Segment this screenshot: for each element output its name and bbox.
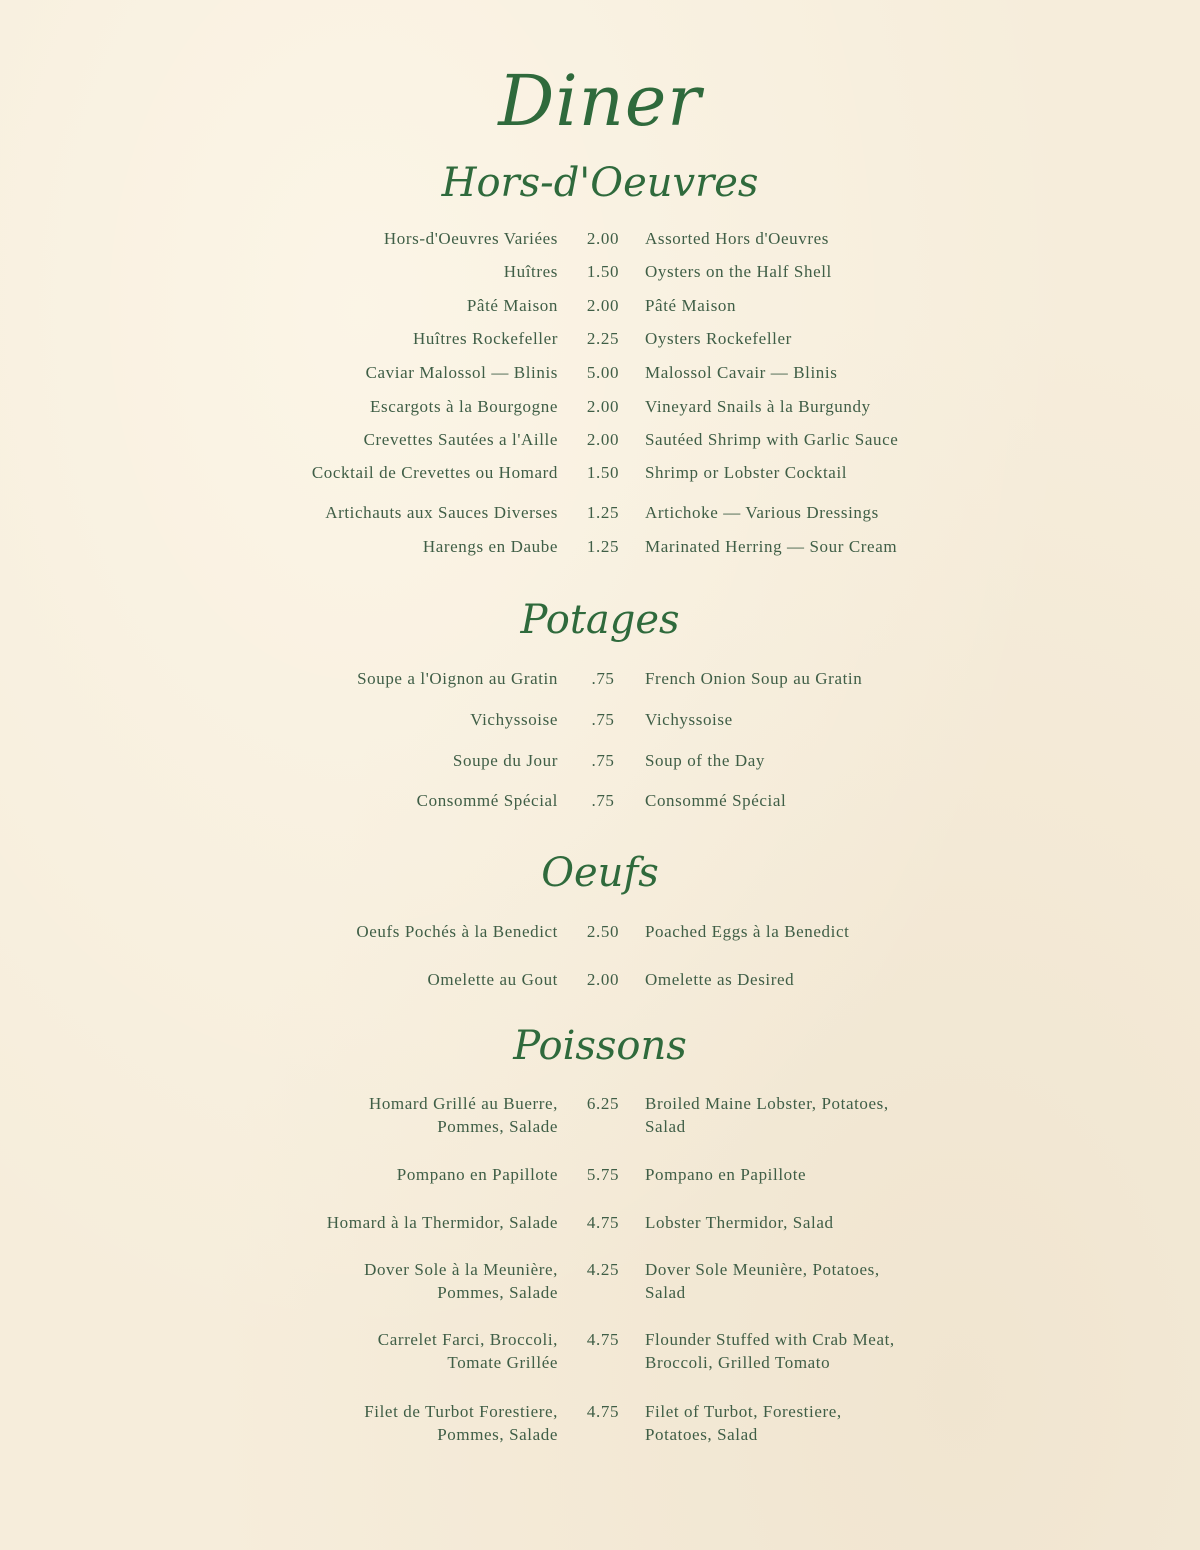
item-price: 4.25 xyxy=(586,1260,620,1279)
item-english-name-line2: Potatoes, Salad xyxy=(645,1425,758,1444)
item-french-name: Vichyssoise xyxy=(470,710,558,729)
item-price: 2.00 xyxy=(586,397,620,416)
item-price: .75 xyxy=(591,751,615,770)
item-french-name-line2: Pommes, Salade xyxy=(437,1117,558,1136)
menu-item xyxy=(0,501,1200,525)
menu-item xyxy=(0,395,1200,419)
section-heading-potages: Potages xyxy=(520,597,680,643)
item-english-name: Lobster Thermidor, Salad xyxy=(645,1213,834,1232)
item-french-name: Soupe du Jour xyxy=(452,751,558,770)
menu-item xyxy=(0,667,1200,691)
item-english-name: Shrimp or Lobster Cocktail xyxy=(645,463,848,482)
item-french-name: Homard à la Thermidor, Salade xyxy=(326,1213,558,1232)
item-french-name: Dover Sole à la Meunière, xyxy=(364,1260,558,1279)
item-french-name: Oeufs Pochés à la Benedict xyxy=(356,922,558,941)
item-price: 2.00 xyxy=(586,430,620,449)
item-english-name: Malossol Cavair — Blinis xyxy=(645,363,838,382)
item-price: 1.50 xyxy=(586,262,620,281)
item-french-name-line2: Pommes, Salade xyxy=(437,1283,558,1302)
item-price: 6.25 xyxy=(586,1094,620,1113)
item-english-name-line2: Broccoli, Grilled Tomato xyxy=(645,1353,831,1372)
item-french-name: Soupe a l'Oignon au Gratin xyxy=(357,669,558,688)
menu-item xyxy=(0,1258,1200,1302)
item-english-name-line2: Salad xyxy=(645,1283,686,1302)
menu-item xyxy=(0,920,1200,944)
item-price: 2.00 xyxy=(586,296,620,315)
item-price: 5.75 xyxy=(586,1165,620,1184)
item-english-name: Flounder Stuffed with Crab Meat, xyxy=(645,1330,895,1349)
item-french-name: Artichauts aux Sauces Diverses xyxy=(325,503,558,522)
menu-item xyxy=(0,461,1200,485)
item-french-name: Harengs en Daube xyxy=(422,537,558,556)
item-french-name: Caviar Malossol — Blinis xyxy=(365,363,558,382)
item-english-name: French Onion Soup au Gratin xyxy=(645,669,863,688)
item-french-name: Huîtres Rockefeller xyxy=(413,329,558,348)
item-price: 4.75 xyxy=(586,1330,620,1349)
menu-item xyxy=(0,1400,1200,1444)
item-english-name: Soup of the Day xyxy=(645,751,765,770)
item-english-name: Oysters on the Half Shell xyxy=(645,262,832,281)
menu-item xyxy=(0,227,1200,251)
item-english-name: Vineyard Snails à la Burgundy xyxy=(645,397,871,416)
item-price: .75 xyxy=(591,710,615,729)
item-english-name: Oysters Rockefeller xyxy=(645,329,792,348)
menu-item xyxy=(0,749,1200,773)
item-english-name: Marinated Herring — Sour Cream xyxy=(645,537,898,556)
item-price: 4.75 xyxy=(586,1213,620,1232)
item-french-name: Pompano en Papillote xyxy=(396,1165,558,1184)
item-french-name: Cocktail de Crevettes ou Homard xyxy=(311,463,558,482)
menu-item xyxy=(0,327,1200,351)
item-french-name-line2: Pommes, Salade xyxy=(437,1425,558,1444)
item-english-name: Vichyssoise xyxy=(645,710,733,729)
item-english-name: Assorted Hors d'Oeuvres xyxy=(645,229,829,248)
menu-item xyxy=(0,1163,1200,1187)
item-french-name: Homard Grillé au Buerre, xyxy=(368,1094,558,1113)
item-price: 2.00 xyxy=(586,970,620,989)
item-french-name: Pâté Maison xyxy=(466,296,558,315)
item-english-name: Pâté Maison xyxy=(645,296,737,315)
item-price: 1.25 xyxy=(586,537,620,556)
item-price: 2.00 xyxy=(586,229,620,248)
menu-item xyxy=(0,1328,1200,1372)
section-heading-poissons: Poissons xyxy=(513,1023,687,1069)
item-english-name: Artichoke — Various Dressings xyxy=(645,503,879,522)
menu-item xyxy=(0,294,1200,318)
item-french-name: Omelette au Gout xyxy=(427,970,558,989)
item-french-name-line2: Tomate Grillée xyxy=(447,1353,558,1372)
item-french-name: Filet de Turbot Forestiere, xyxy=(364,1402,558,1421)
menu-item xyxy=(0,428,1200,452)
item-price: 1.25 xyxy=(586,503,620,522)
item-english-name: Broiled Maine Lobster, Potatoes, xyxy=(645,1094,889,1113)
section-heading-hors-doeuvres: Hors-d'Oeuvres xyxy=(441,160,759,206)
menu-item xyxy=(0,260,1200,284)
item-french-name: Hors-d'Oeuvres Variées xyxy=(383,229,558,248)
menu-item xyxy=(0,968,1200,992)
menu-title: Diner xyxy=(498,60,702,142)
menu-item xyxy=(0,361,1200,385)
item-english-name: Poached Eggs à la Benedict xyxy=(645,922,850,941)
item-price: 2.25 xyxy=(586,329,620,348)
item-french-name: Huîtres xyxy=(503,262,558,281)
item-price: .75 xyxy=(591,669,615,688)
item-english-name: Sautéed Shrimp with Garlic Sauce xyxy=(645,430,899,449)
item-french-name: Carrelet Farci, Broccoli, xyxy=(377,1330,558,1349)
menu-item xyxy=(0,789,1200,813)
item-english-name: Filet of Turbot, Forestiere, xyxy=(645,1402,842,1421)
item-french-name: Crevettes Sautées a l'Aille xyxy=(363,430,558,449)
item-english-name-line2: Salad xyxy=(645,1117,686,1136)
item-price: .75 xyxy=(591,791,615,810)
item-english-name: Omelette as Desired xyxy=(645,970,795,989)
item-french-name: Escargots à la Bourgogne xyxy=(370,397,558,416)
item-price: 1.50 xyxy=(586,463,620,482)
item-english-name: Consommé Spécial xyxy=(645,791,787,810)
section-heading-oeufs: Oeufs xyxy=(541,850,659,896)
item-french-name: Consommé Spécial xyxy=(416,791,558,810)
menu-item xyxy=(0,1092,1200,1136)
item-english-name: Dover Sole Meunière, Potatoes, xyxy=(645,1260,880,1279)
menu-item xyxy=(0,535,1200,559)
item-english-name: Pompano en Papillote xyxy=(645,1165,807,1184)
menu-item xyxy=(0,1211,1200,1235)
item-price: 4.75 xyxy=(586,1402,620,1421)
menu-item xyxy=(0,708,1200,732)
item-price: 2.50 xyxy=(586,922,620,941)
item-price: 5.00 xyxy=(586,363,620,382)
